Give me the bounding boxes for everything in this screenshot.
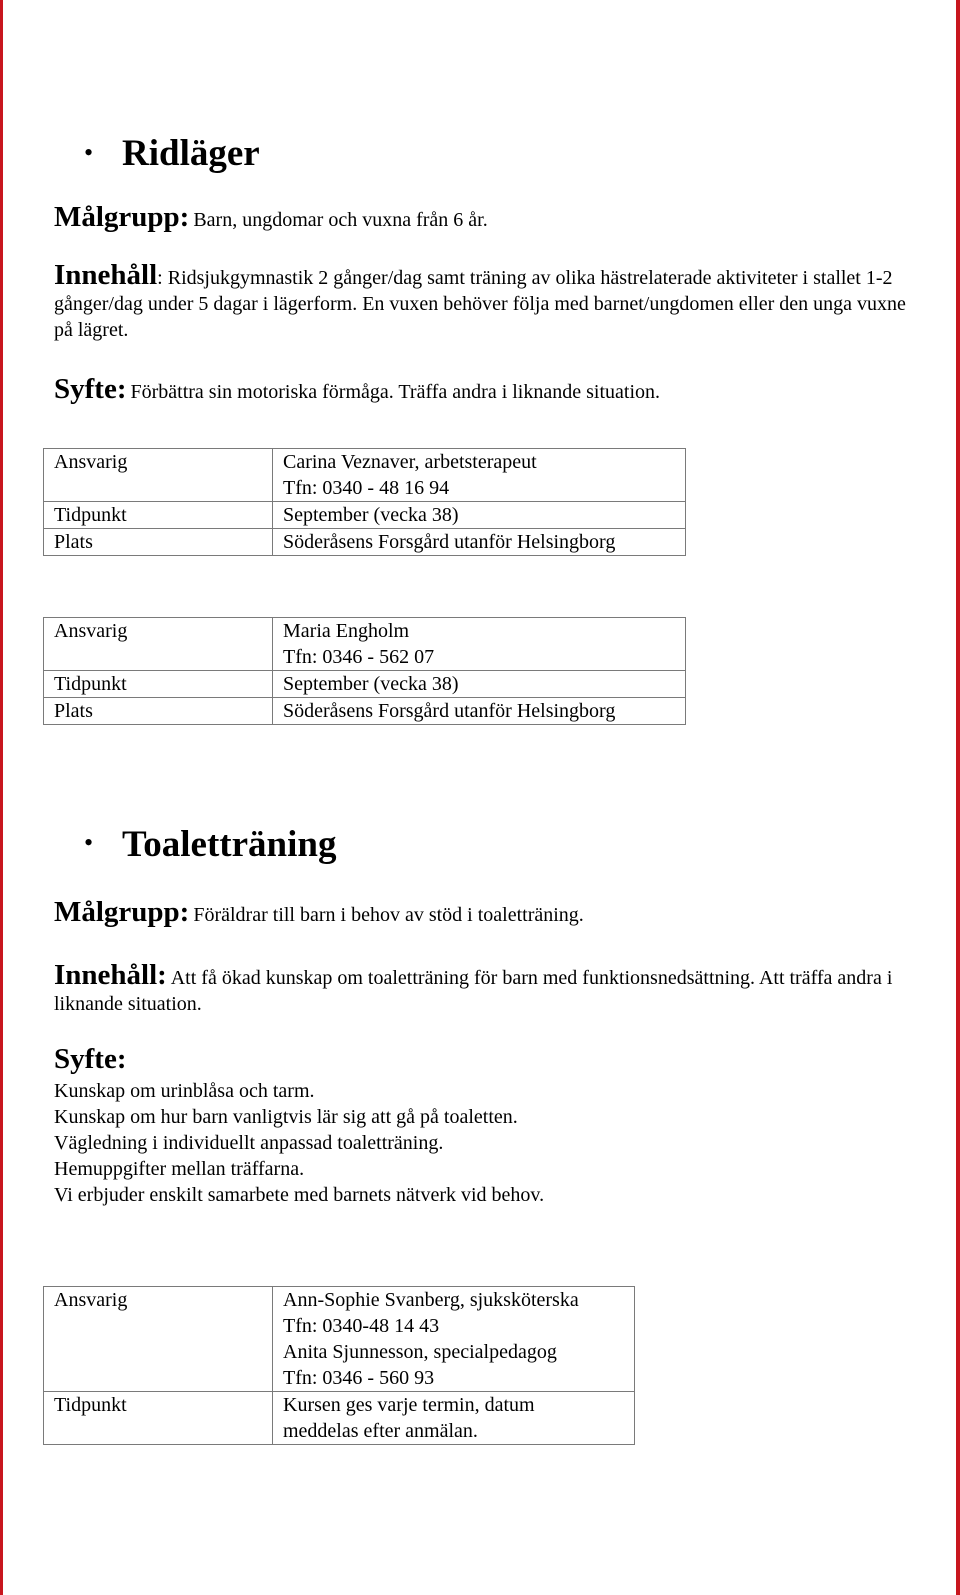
table-key-tidpunkt: Tidpunkt [44, 1392, 273, 1445]
table-key-ansvarig: Ansvarig [44, 618, 273, 671]
table-value-tidpunkt: September (vecka 38) [273, 671, 686, 698]
table-row [44, 1287, 635, 1392]
list-item: Kunskap om hur barn vanligtvis lär sig att gå på toaletten. [54, 1106, 518, 1128]
table-value-tidpunkt [273, 1392, 635, 1445]
innehall-text: : Ridsjukgymnastik 2 gånger/dag samt träning av olika hästrelaterade aktiviteter i stallet 1-2 gånger/dag under 5 dagar i lägerform. En vuxen behöver följa med barnet/ungdomen eller den unga vuxne på lägret. [54, 267, 906, 341]
innehall-paragraph [54, 259, 914, 343]
malgrupp-text: Föräldrar till barn i behov av stöd i toaletträning. [193, 904, 584, 926]
ansvarig-phone: Tfn: 0340-48 14 43 [283, 1315, 440, 1337]
table-key-ansvarig: Ansvarig [44, 1287, 273, 1392]
table-value-ansvarig [273, 449, 686, 502]
table-key-tidpunkt: Tidpunkt [44, 502, 273, 529]
syfte-row [54, 373, 660, 406]
list-item: Vägledning i individuellt anpassad toaletträning. [54, 1132, 444, 1154]
ansvarig-name: Maria Engholm [283, 620, 410, 642]
tidpunkt-line: Kursen ges varje termin, datum [283, 1394, 535, 1416]
syfte-label: Syfte: [54, 373, 127, 405]
list-item: Kunskap om urinblåsa och tarm. [54, 1080, 315, 1102]
table-value-plats: Söderåsens Forsgård utanför Helsingborg [273, 698, 686, 725]
ansvarig-phone: Tfn: 0346 - 560 93 [283, 1367, 435, 1389]
malgrupp-row [54, 896, 584, 929]
table-key-plats: Plats [44, 529, 273, 556]
ansvarig-name: Ann-Sophie Svanberg, sjuksköterska [283, 1289, 579, 1311]
table-key-tidpunkt: Tidpunkt [44, 671, 273, 698]
innehall-text: Att få ökad kunskap om toaletträning för barn med funktionsnedsättning. Att träffa andra i liknande situation. [54, 967, 893, 1015]
ansvarig-phone: Tfn: 0340 - 48 16 94 [283, 477, 450, 499]
table-value-tidpunkt: September (vecka 38) [273, 502, 686, 529]
section-title-ridlager: Ridläger [122, 133, 260, 174]
info-table-carina [43, 448, 686, 556]
page-border-right [956, 0, 960, 1595]
malgrupp-text: Barn, ungdomar och vuxna från 6 år. [193, 209, 488, 231]
table-row [44, 449, 686, 502]
section-title-toalett: Toaletträning [122, 824, 337, 865]
table-row [44, 529, 686, 556]
malgrupp-label: Målgrupp: [54, 896, 190, 928]
table-row [44, 698, 686, 725]
syfte-label: Syfte: [54, 1043, 127, 1075]
bullet-icon: • [84, 828, 94, 857]
info-table-toalett [43, 1286, 635, 1445]
info-table-maria [43, 617, 686, 725]
innehall-label: Innehåll [54, 259, 158, 291]
bullet-icon: • [84, 138, 94, 167]
table-value-ansvarig [273, 1287, 635, 1392]
ansvarig-name: Carina Veznaver, arbetsterapeut [283, 451, 537, 473]
table-key-ansvarig: Ansvarig [44, 449, 273, 502]
tidpunkt-line: meddelas efter anmälan. [283, 1420, 478, 1442]
list-item: Hemuppgifter mellan träffarna. [54, 1158, 305, 1180]
table-row [44, 1392, 635, 1445]
table-value-plats: Söderåsens Forsgård utanför Helsingborg [273, 529, 686, 556]
ansvarig-name: Anita Sjunnesson, specialpedagog [283, 1341, 557, 1363]
page-border-left [0, 0, 3, 1595]
table-row [44, 671, 686, 698]
malgrupp-row [54, 201, 488, 234]
innehall-paragraph [54, 959, 914, 1017]
syfte-text: Förbättra sin motoriska förmåga. Träffa andra i liknande situation. [130, 381, 661, 403]
table-value-ansvarig [273, 618, 686, 671]
syfte-list [54, 1078, 544, 1208]
innehall-label: Innehåll: [54, 959, 167, 991]
table-key-plats: Plats [44, 698, 273, 725]
table-row [44, 502, 686, 529]
ansvarig-phone: Tfn: 0346 - 562 07 [283, 646, 435, 668]
malgrupp-label: Målgrupp: [54, 201, 190, 233]
table-row [44, 618, 686, 671]
list-item: Vi erbjuder enskilt samarbete med barnets nätverk vid behov. [54, 1184, 545, 1206]
